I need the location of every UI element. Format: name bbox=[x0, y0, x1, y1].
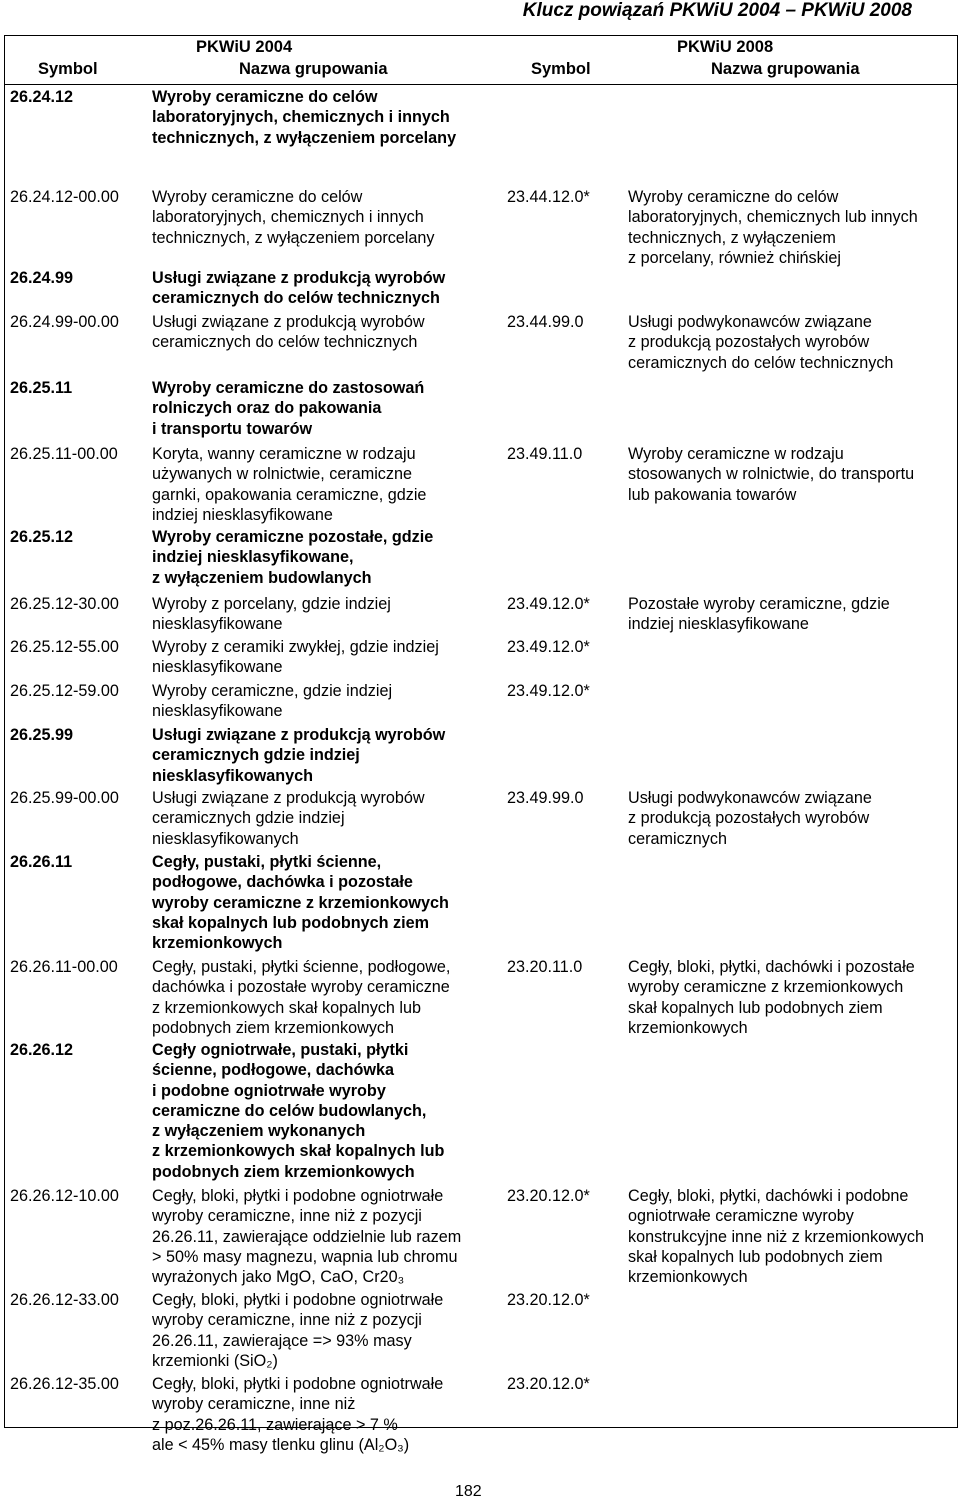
row-symbol-2004: 26.25.11-00.00 bbox=[10, 445, 118, 463]
row-name-2008: Wyroby ceramiczne do celów laboratoryjnych, chemicznych lub innych technicznych, z wyłączeniem z porcelany, również chińskiej bbox=[628, 188, 918, 267]
row-symbol-2004: 26.25.99 bbox=[10, 726, 74, 744]
row-symbol-2004: 26.26.12-35.00 bbox=[10, 1375, 119, 1393]
row-symbol-2004: 26.24.99 bbox=[10, 269, 74, 287]
header-symbol-2004: Symbol bbox=[38, 60, 98, 78]
row-symbol-2008: 23.44.12.0* bbox=[507, 188, 590, 206]
row-name-2008: Usługi podwykonawców związane z produkcją pozostałych wyrobów ceramicznych bbox=[628, 789, 872, 848]
mapping-table bbox=[4, 35, 958, 1454]
row-name-2004: Usługi związane z produkcją wyrobów ceramicznych do celów technicznych bbox=[152, 313, 425, 352]
row-symbol-2004: 26.25.12-55.00 bbox=[10, 638, 119, 656]
row-name-2004: Cegły, bloki, płytki i podobne ogniotrwałe wyroby ceramiczne, inne niż z poz.26.26.11, zawierające > 7 % ale < 45% masy tlenku glinu (Al₂O₃) bbox=[152, 1375, 444, 1454]
row-name-2004: Wyroby z ceramiki zwykłej, gdzie indziej niesklasyfikowane bbox=[152, 638, 439, 677]
row-name-2004: Wyroby ceramiczne pozostałe, gdzie indziej niesklasyfikowane, z wyłączeniem budowlanych bbox=[152, 528, 434, 587]
row-name-2004: Wyroby ceramiczne, gdzie indziej niesklasyfikowane bbox=[152, 682, 393, 721]
row-name-2004: Wyroby ceramiczne do zastosowań rolniczych oraz do pakowania i transportu towarów bbox=[152, 379, 425, 438]
row-name-2004: Usługi związane z produkcją wyrobów ceramicznych gdzie indziej niesklasyfikowanych bbox=[152, 789, 425, 848]
row-name-2008: Cegły, bloki, płytki, dachówki i pozostałe wyroby ceramiczne z krzemionkowych skał kopalnych lub podobnych ziem krzemionkowych bbox=[628, 958, 915, 1037]
row-symbol-2004: 26.26.12 bbox=[10, 1041, 74, 1059]
row-symbol-2008: 23.44.99.0 bbox=[507, 313, 584, 331]
row-symbol-2008: 23.20.11.0 bbox=[507, 958, 583, 976]
page-header-title: Klucz powiązań PKWiU 2004 – PKWiU 2008 bbox=[522, 0, 912, 21]
row-name-2004: Cegły ogniotrwałe, pustaki, płytki ścienne, podłogowe, dachówka i podobne ogniotrwałe wyroby ceramiczne do celów budowlanych, z wyłączeniem wykonanych z krzemionkowych skał kopalnych lub podobnych ziem krzemionkowych bbox=[152, 1041, 445, 1181]
row-symbol-2004: 26.25.12-59.00 bbox=[10, 682, 119, 700]
row-name-2008: Usługi podwykonawców związane z produkcją pozostałych wyrobów ceramicznych do celów technicznych bbox=[628, 313, 894, 372]
row-name-2004: Cegły, pustaki, płytki ścienne, podłogowe, dachówka i pozostałe wyroby ceramiczne z krzemionkowych skał kopalnych lub podobnych ziem krzemionkowych bbox=[152, 853, 449, 953]
row-symbol-2004: 26.24.12 bbox=[10, 88, 74, 106]
row-name-2004: Koryta, wanny ceramiczne w rodzaju używanych w rolnictwie, ceramiczne garnki, opakowania ceramiczne, gdzie indziej niesklasyfikowane bbox=[152, 445, 427, 524]
row-symbol-2004: 26.24.99-00.00 bbox=[10, 313, 119, 331]
row-name-2004: Wyroby ceramiczne do celów laboratoryjnych, chemicznych i innych technicznych, z wyłączeniem porcelany bbox=[152, 88, 457, 147]
row-name-2004: Cegły, bloki, płytki i podobne ogniotrwałe wyroby ceramiczne, inne niż z pozycji 26.26.11, zawierające => 93% masy krzemionki (SiO₂) bbox=[152, 1291, 444, 1370]
row-symbol-2008: 23.20.12.0* bbox=[507, 1291, 590, 1309]
row-name-2004: Usługi związane z produkcją wyrobów ceramicznych do celów technicznych bbox=[152, 269, 446, 308]
row-symbol-2004: 26.26.11-00.00 bbox=[10, 958, 118, 976]
row-name-2004: Usługi związane z produkcją wyrobów ceramicznych gdzie indziej niesklasyfikowanych bbox=[152, 726, 446, 785]
row-symbol-2004: 26.26.12-10.00 bbox=[10, 1187, 119, 1205]
row-symbol-2004: 26.26.12-33.00 bbox=[10, 1291, 119, 1309]
row-symbol-2004: 26.25.12-30.00 bbox=[10, 595, 119, 613]
row-name-2008: Cegły, bloki, płytki, dachówki i podobne ogniotrwałe ceramiczne wyroby konstrukcyjne inne niż z krzemionkowych skał kopalnych lub podobnych ziem krzemionkowych bbox=[628, 1187, 924, 1287]
row-name-2004: Wyroby z porcelany, gdzie indziej niesklasyfikowane bbox=[152, 595, 391, 634]
row-name-2004: Cegły, pustaki, płytki ścienne, podłogowe, dachówka i pozostałe wyroby ceramiczne z krzemionkowych skał kopalnych lub podobnych ziem krzemionkowych bbox=[152, 958, 451, 1037]
row-symbol-2004: 26.25.12 bbox=[10, 528, 74, 546]
row-symbol-2008: 23.49.11.0 bbox=[507, 445, 583, 463]
row-symbol-2008: 23.20.12.0* bbox=[507, 1187, 590, 1205]
header-divider bbox=[5, 84, 957, 85]
header-name-2004: Nazwa grupowania bbox=[239, 60, 388, 78]
row-symbol-2004: 26.25.11 bbox=[10, 379, 73, 397]
row-symbol-2004: 26.25.99-00.00 bbox=[10, 789, 119, 807]
row-name-2004: Cegły, bloki, płytki i podobne ogniotrwałe wyroby ceramiczne, inne niż z pozycji 26.26.11, zawierające oddzielnie lub razem > 50% masy magnezu, wapnia lub chromu wyrażonych jako MgO, CaO, Cr20₃ bbox=[152, 1187, 462, 1287]
header-name-2008: Nazwa grupowania bbox=[711, 60, 860, 78]
row-symbol-2008: 23.49.12.0* bbox=[507, 595, 590, 613]
header-group-2008: PKWiU 2008 bbox=[677, 38, 774, 56]
row-symbol-2004: 26.24.12-00.00 bbox=[10, 188, 119, 206]
page-number: 182 bbox=[455, 1483, 482, 1500]
row-name-2008: Pozostałe wyroby ceramiczne, gdzie indziej niesklasyfikowane bbox=[628, 595, 890, 634]
row-name-2008: Wyroby ceramiczne w rodzaju stosowanych w rolnictwie, do transportu lub pakowania towarów bbox=[628, 445, 915, 504]
header-symbol-2008: Symbol bbox=[531, 60, 591, 78]
row-symbol-2008: 23.20.12.0* bbox=[507, 1375, 590, 1393]
row-symbol-2008: 23.49.12.0* bbox=[507, 638, 590, 656]
row-symbol-2008: 23.49.99.0 bbox=[507, 789, 584, 807]
row-symbol-2008: 23.49.12.0* bbox=[507, 682, 590, 700]
row-name-2004: Wyroby ceramiczne do celów laboratoryjnych, chemicznych i innych technicznych, z wyłączeniem porcelany bbox=[152, 188, 435, 247]
header-group-2004: PKWiU 2004 bbox=[196, 38, 293, 56]
row-symbol-2004: 26.26.11 bbox=[10, 853, 73, 871]
